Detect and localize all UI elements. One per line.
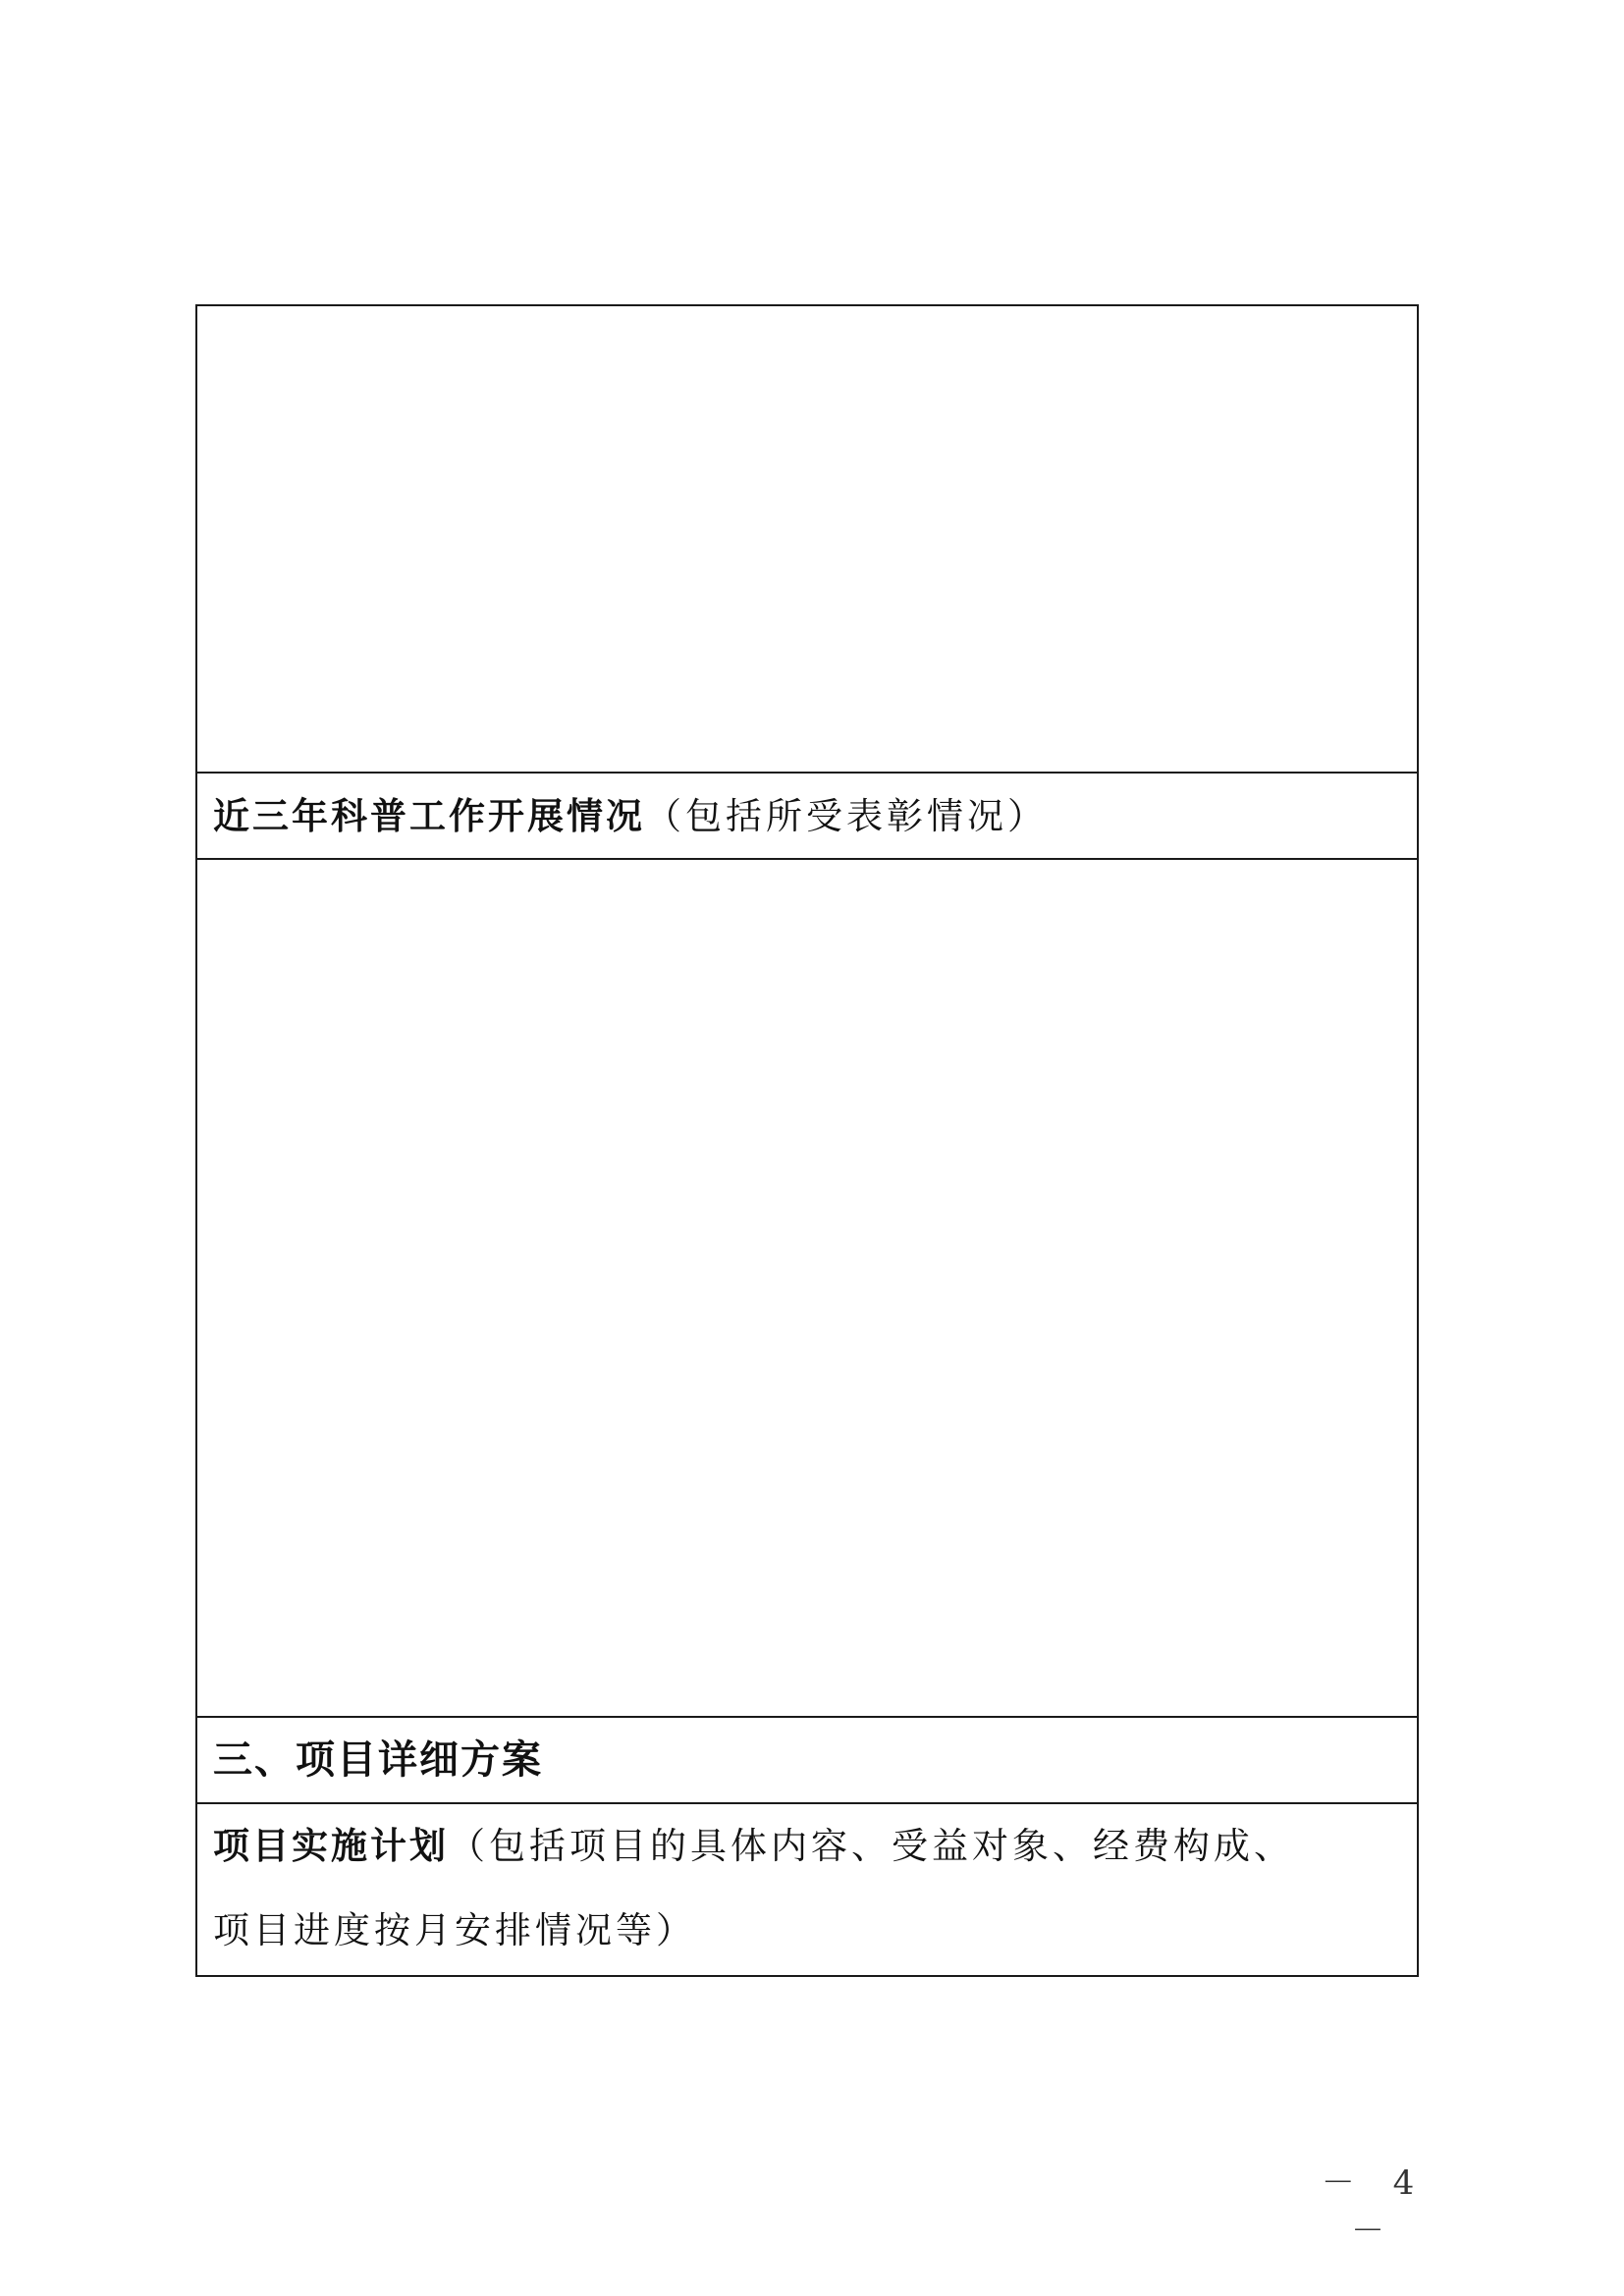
form-row-previous-content	[196, 305, 1418, 773]
form-row-work-history-heading	[196, 773, 1418, 859]
section-three-cell	[196, 1717, 1418, 1803]
work-history-content-cell[interactable]	[196, 859, 1418, 1717]
implementation-plan-note-line1: （包括项目的具体内容、受益对象、经费构成、	[449, 1825, 1294, 1867]
form-row-work-history-content	[196, 859, 1418, 1717]
application-form-table	[195, 304, 1419, 1977]
section-three-title: 三、项目详细方案	[213, 1737, 543, 1783]
work-history-note: （包括所受表彰情况）	[645, 794, 1048, 837]
work-history-label: 近三年科普工作开展情况	[213, 794, 645, 837]
work-history-heading-cell	[196, 773, 1418, 859]
page-number: － 4 －	[1321, 2163, 1429, 2251]
implementation-plan-note-line2: 项目进度按月安排情况等）	[213, 1909, 696, 1951]
form-row-implementation-plan	[196, 1803, 1418, 1976]
previous-content-cell[interactable]	[196, 305, 1418, 773]
implementation-plan-label: 项目实施计划	[213, 1825, 449, 1867]
implementation-plan-cell	[196, 1803, 1418, 1976]
form-row-section-three	[196, 1717, 1418, 1803]
